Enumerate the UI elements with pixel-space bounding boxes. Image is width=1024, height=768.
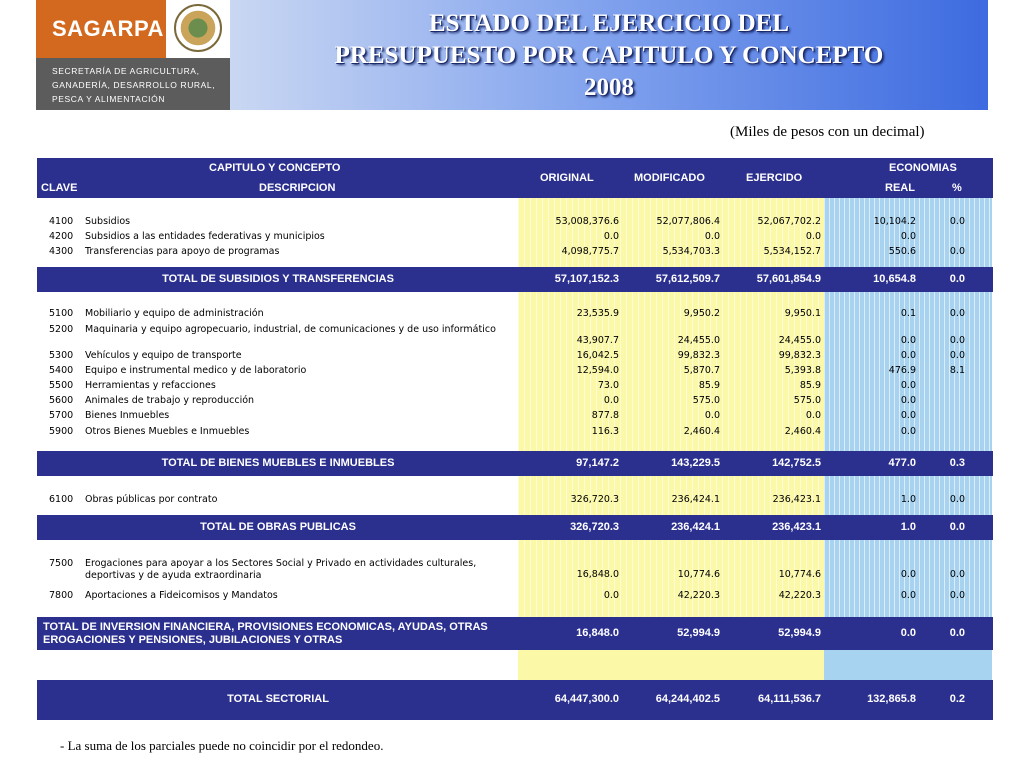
- row-real: 1.0: [900, 494, 916, 505]
- header-descripcion: DESCRIPCION: [259, 182, 336, 194]
- row-clave: 6100: [49, 494, 74, 505]
- total-label: TOTAL SECTORIAL: [227, 693, 329, 705]
- total-original: 97,147.2: [576, 457, 619, 469]
- row-real: 0.0: [900, 410, 916, 421]
- header-capitulo: CAPITULO Y CONCEPTO: [209, 162, 341, 174]
- logo-subtitle: SECRETARÍA DE AGRICULTURA, GANADERÍA, DESARROLLO RURAL, PESCA Y ALIMENTACIÓN: [52, 66, 216, 104]
- row-original: 116.3: [591, 426, 619, 437]
- row-desc: Mobiliario y equipo de administración: [85, 308, 264, 319]
- page-title: ESTADO DEL EJERCICIO DEL PRESUPUESTO POR CAPITULO Y CONCEPTO 2008: [334, 10, 884, 101]
- row-real: 0.0: [900, 231, 916, 242]
- row-original: 326,720.3: [570, 494, 619, 505]
- total-real: 1.0: [900, 521, 916, 533]
- total-real: 477.0: [888, 457, 916, 469]
- row-original: 877.8: [591, 410, 619, 421]
- budget-table: [37, 158, 993, 720]
- row-clave: 5600: [49, 395, 74, 406]
- total-label: TOTAL DE INVERSION FINANCIERA, PROVISIONES ECONOMICAS, AYUDAS, OTRAS EROGACIONES Y PENSIONES, JUBILACIONES Y OTRAS: [43, 621, 488, 646]
- row-pct: 0.0: [949, 350, 965, 361]
- row-modificado: 0.0: [704, 410, 720, 421]
- row-desc: Herramientas y refacciones: [85, 380, 216, 391]
- total-pct: 0.3: [949, 457, 965, 469]
- row-desc: Obras públicas por contrato: [85, 494, 218, 505]
- total-pct: 0.0: [949, 521, 965, 533]
- row-ejercido: 10,774.6: [778, 569, 821, 580]
- total-real: 132,865.8: [867, 693, 916, 705]
- row-original: 0.0: [603, 231, 619, 242]
- row-ejercido: 575.0: [793, 395, 821, 406]
- total-row: [37, 267, 993, 292]
- row-real: 0.0: [900, 380, 916, 391]
- row-modificado: 24,455.0: [677, 335, 720, 346]
- total-row: [37, 451, 993, 476]
- header-economias: ECONOMIAS: [889, 162, 957, 174]
- row-desc: Vehículos y equipo de transporte: [85, 350, 242, 361]
- total-row: [37, 515, 993, 540]
- row-clave: 4300: [49, 246, 74, 257]
- header-original: ORIGINAL: [540, 172, 594, 184]
- row-original: 0.0: [603, 395, 619, 406]
- header-clave: CLAVE: [41, 182, 78, 194]
- row-clave: 5100: [49, 308, 74, 319]
- total-ejercido: 52,994.9: [778, 627, 821, 639]
- total-modificado: 236,424.1: [671, 521, 720, 533]
- row-desc: Erogaciones para apoyar a los Sectores Social y Privado en actividades culturales, deportivas y de ayuda extraordinaria: [85, 558, 477, 581]
- row-desc: Maquinaria y equipo agropecuario, industrial, de comunicaciones y de uso informático: [85, 324, 496, 335]
- row-desc: Animales de trabajo y reproducción: [85, 395, 255, 406]
- total-real: 0.0: [900, 627, 916, 639]
- row-clave: 5700: [49, 410, 74, 421]
- row-desc: Equipo e instrumental medico y de laboratorio: [85, 365, 307, 376]
- row-clave: 7500: [49, 558, 74, 569]
- table-header: [37, 158, 993, 198]
- row-ejercido: 0.0: [805, 410, 821, 421]
- row-real: 0.0: [900, 335, 916, 346]
- national-seal-icon: [174, 4, 222, 52]
- logo-name: SAGARPA: [52, 16, 164, 41]
- row-clave: 5200: [49, 324, 74, 335]
- total-modificado: 52,994.9: [677, 627, 720, 639]
- total-original: 16,848.0: [576, 627, 619, 639]
- row-original: 53,008,376.6: [555, 216, 619, 227]
- row-ejercido: 9,950.1: [784, 308, 821, 319]
- row-desc: Transferencias para apoyo de programas: [85, 246, 280, 257]
- row-desc: Subsidios a las entidades federativas y municipios: [85, 231, 325, 242]
- row-real: 0.0: [900, 350, 916, 361]
- row-ejercido: 52,067,702.2: [757, 216, 821, 227]
- row-clave: 4100: [49, 216, 74, 227]
- header-pct: %: [952, 182, 962, 194]
- row-pct: 0.0: [949, 590, 965, 601]
- total-pct: 0.0: [949, 627, 965, 639]
- row-modificado: 575.0: [692, 395, 720, 406]
- row-modificado: 52,077,806.4: [656, 216, 720, 227]
- row-pct: 0.0: [949, 494, 965, 505]
- row-real: 0.0: [900, 426, 916, 437]
- title-banner: [230, 0, 988, 110]
- row-modificado: 85.9: [698, 380, 720, 391]
- header-real: REAL: [885, 182, 915, 194]
- seal-emblem: [166, 0, 230, 58]
- total-ejercido: 57,601,854.9: [756, 273, 821, 285]
- row-original: 4,098,775.7: [561, 246, 619, 257]
- row-original: 16,042.5: [576, 350, 619, 361]
- total-row: [37, 617, 993, 650]
- row-ejercido: 5,393.8: [784, 365, 821, 376]
- row-ejercido: 0.0: [805, 231, 821, 242]
- footnote: - La suma de los parciales puede no coincidir por el redondeo.: [60, 738, 384, 753]
- total-original: 326,720.3: [570, 521, 619, 533]
- row-real: 476.9: [888, 365, 916, 376]
- row-real: 0.1: [900, 308, 916, 319]
- row-modificado: 2,460.4: [683, 426, 720, 437]
- header-ejercido: EJERCIDO: [746, 172, 803, 184]
- row-real: 0.0: [900, 395, 916, 406]
- units-note: (Miles de pesos con un decimal): [730, 124, 925, 140]
- total-modificado: 57,612,509.7: [655, 273, 720, 285]
- row-modificado: 0.0: [704, 231, 720, 242]
- row-modificado: 10,774.6: [677, 569, 720, 580]
- row-ejercido: 236,423.1: [772, 494, 821, 505]
- row-clave: 4200: [49, 231, 74, 242]
- row-modificado: 99,832.3: [677, 350, 720, 361]
- total-label: TOTAL DE OBRAS PUBLICAS: [200, 521, 356, 533]
- row-original: 16,848.0: [576, 569, 619, 580]
- row-original: 43,907.7: [576, 335, 619, 346]
- row-real: 10,104.2: [873, 216, 916, 227]
- row-modificado: 5,870.7: [683, 365, 720, 376]
- total-label: TOTAL DE SUBSIDIOS Y TRANSFERENCIAS: [162, 273, 394, 285]
- row-pct: 0.0: [949, 308, 965, 319]
- row-modificado: 9,950.2: [683, 308, 720, 319]
- total-ejercido: 236,423.1: [772, 521, 821, 533]
- row-ejercido: 2,460.4: [784, 426, 821, 437]
- total-ejercido: 64,111,536.7: [757, 693, 821, 705]
- total-label: TOTAL DE BIENES MUEBLES E INMUEBLES: [161, 457, 395, 469]
- row-modificado: 42,220.3: [677, 590, 720, 601]
- row-clave: 5500: [49, 380, 74, 391]
- row-modificado: 5,534,703.3: [662, 246, 720, 257]
- row-real: 550.6: [888, 246, 916, 257]
- grand-total-row: [37, 680, 993, 720]
- row-ejercido: 99,832.3: [778, 350, 821, 361]
- total-pct: 0.2: [949, 693, 965, 705]
- row-desc: Aportaciones a Fideicomisos y Mandatos: [85, 590, 278, 601]
- row-modificado: 236,424.1: [671, 494, 720, 505]
- row-real: 0.0: [900, 569, 916, 580]
- row-clave: 7800: [49, 590, 74, 601]
- row-pct: 8.1: [949, 365, 965, 376]
- row-pct: 0.0: [949, 569, 965, 580]
- total-ejercido: 142,752.5: [772, 457, 821, 469]
- row-original: 0.0: [603, 590, 619, 601]
- row-original: 23,535.9: [576, 308, 619, 319]
- total-pct: 0.0: [949, 273, 965, 285]
- row-desc: Otros Bienes Muebles e Inmuebles: [85, 426, 250, 437]
- row-ejercido: 5,534,152.7: [763, 246, 821, 257]
- header-modificado: MODIFICADO: [634, 172, 705, 184]
- row-real: 0.0: [900, 590, 916, 601]
- row-pct: 0.0: [949, 216, 965, 227]
- row-original: 12,594.0: [576, 365, 619, 376]
- total-modificado: 143,229.5: [671, 457, 720, 469]
- row-pct: 0.0: [949, 246, 965, 257]
- total-real: 10,654.8: [873, 273, 916, 285]
- total-modificado: 64,244,402.5: [655, 693, 720, 705]
- row-clave: 5300: [49, 350, 74, 361]
- row-desc: Subsidios: [85, 216, 131, 227]
- row-desc: Bienes Inmuebles: [85, 410, 170, 421]
- row-clave: 5900: [49, 426, 74, 437]
- row-clave: 5400: [49, 365, 74, 376]
- total-original: 57,107,152.3: [554, 273, 619, 285]
- total-original: 64,447,300.0: [554, 693, 619, 705]
- row-ejercido: 24,455.0: [778, 335, 821, 346]
- row-pct: 0.0: [949, 335, 965, 346]
- row-ejercido: 85.9: [799, 380, 821, 391]
- row-original: 73.0: [597, 380, 619, 391]
- row-ejercido: 42,220.3: [778, 590, 821, 601]
